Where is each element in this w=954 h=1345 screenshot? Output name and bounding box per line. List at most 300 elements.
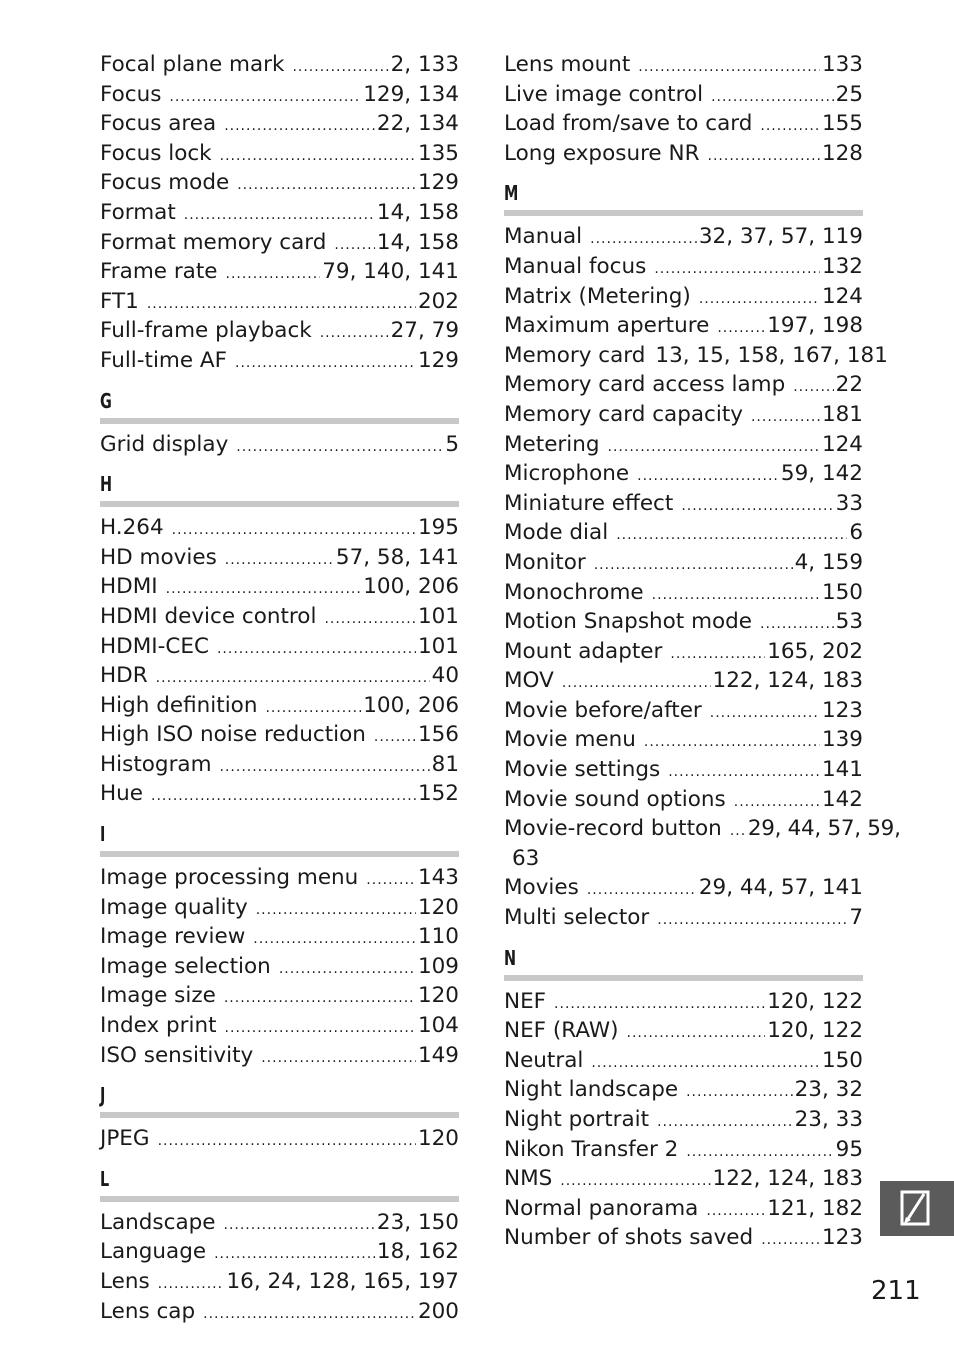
index-entry — [504, 489, 863, 519]
entry-term: Miniature effect — [504, 490, 674, 516]
dot-leader — [366, 866, 416, 896]
entry-pages: 133 — [821, 52, 863, 77]
index-entry — [504, 311, 863, 341]
dot-leader — [253, 925, 416, 955]
entry-term: Grid display — [100, 431, 229, 457]
index-entry — [100, 1297, 459, 1327]
entry-pages: 40 — [431, 663, 459, 689]
section-letter: M — [504, 181, 519, 206]
entry-pages: 149 — [417, 1042, 459, 1068]
dot-leader — [591, 1049, 820, 1079]
entry-pages: 150 — [821, 579, 863, 605]
dot-leader — [292, 53, 388, 83]
index-entry — [504, 109, 863, 139]
entry-term: Landscape — [100, 1209, 216, 1235]
index-section-n — [504, 945, 863, 1253]
dot-leader — [226, 260, 321, 290]
entry-pages: 120 — [417, 983, 459, 1009]
index-entry — [100, 50, 459, 80]
dot-leader — [654, 255, 820, 285]
index-entry — [100, 287, 459, 317]
index-entry — [100, 981, 459, 1011]
entry-term: Focus lock — [100, 140, 212, 166]
entry-term: Motion Snapshot mode — [504, 609, 753, 635]
index-entry — [100, 602, 459, 632]
index-entry — [100, 922, 459, 952]
entry-pages: 120 — [417, 1126, 459, 1152]
entry-pages: 59, 142 — [780, 461, 863, 487]
index-entry — [100, 1011, 459, 1041]
entry-pages: 5 — [445, 431, 459, 457]
dot-leader — [699, 285, 820, 315]
dot-leader — [760, 112, 820, 142]
dot-leader — [374, 723, 416, 753]
dot-leader — [225, 546, 334, 576]
section-letter: H — [100, 472, 113, 497]
index-entry — [504, 282, 863, 312]
entry-pages: 123 — [821, 697, 863, 723]
entry-pages: 100, 206 — [363, 574, 459, 600]
entry-pages: 200 — [417, 1298, 459, 1324]
entry-term: Number of shots saved — [504, 1225, 754, 1251]
entry-pages: 129 — [417, 170, 459, 196]
dot-leader — [279, 955, 416, 985]
entry-term: Normal panorama — [504, 1195, 699, 1221]
index-entry — [504, 341, 888, 371]
entry-term: Monitor — [504, 549, 586, 575]
index-entry — [504, 1105, 863, 1135]
entry-term: Monochrome — [504, 579, 644, 605]
index-entry — [100, 257, 459, 287]
entry-term: Movie settings — [504, 757, 661, 783]
dot-leader — [751, 403, 820, 433]
dot-leader — [224, 1211, 375, 1241]
entry-term: Focus area — [100, 111, 217, 137]
dot-leader — [730, 817, 744, 847]
dot-leader — [156, 664, 430, 694]
section-divider — [504, 975, 863, 981]
index-entry — [504, 755, 863, 785]
entry-term: Live image control — [504, 81, 704, 107]
index-entry — [100, 1267, 459, 1297]
entry-pages: 29, 44, 57, 59, — [747, 816, 901, 842]
dot-leader — [334, 231, 375, 261]
entry-term: NEF (RAW) — [504, 1018, 619, 1044]
index-section-l — [100, 1166, 459, 1326]
entry-pages: 33 — [835, 490, 863, 516]
entry-pages: 197, 198 — [767, 313, 863, 339]
section-letter: I — [100, 822, 106, 847]
dot-leader — [686, 1078, 793, 1108]
entry-pages: 23, 32 — [794, 1077, 863, 1103]
index-entry — [100, 632, 459, 662]
dot-leader — [166, 575, 362, 605]
dot-leader — [158, 1270, 225, 1300]
index-entry — [504, 785, 863, 815]
entry-term: Night portrait — [504, 1107, 650, 1132]
index-entry — [504, 1075, 863, 1105]
index-entry — [504, 400, 863, 430]
pencil-notes-icon — [880, 1181, 954, 1236]
entry-term: Language — [100, 1239, 207, 1265]
index-entry — [100, 80, 459, 110]
index-entry — [504, 1135, 863, 1165]
entry-pages: 120, 122 — [767, 988, 863, 1014]
section-letter: N — [504, 945, 517, 970]
index-entry — [100, 1208, 459, 1238]
entry-pages: 16, 24, 128, 165, 197 — [226, 1269, 459, 1294]
entry-term: Movie menu — [504, 727, 636, 753]
entry-term: HDR — [100, 663, 148, 689]
index-entry — [100, 430, 459, 460]
entry-pages: 101 — [417, 633, 459, 659]
dot-leader — [217, 635, 416, 665]
entry-term: ISO sensitivity — [100, 1042, 254, 1068]
dot-leader — [652, 581, 820, 611]
entry-pages: 124 — [821, 283, 863, 309]
dot-leader — [324, 605, 416, 635]
entry-pages: 165, 202 — [767, 638, 863, 664]
entry-term: Format — [100, 199, 176, 225]
entry-term: Movie-record button — [504, 816, 722, 842]
entry-pages: 100, 206 — [363, 692, 459, 718]
dot-leader — [608, 433, 820, 463]
index-entry — [504, 222, 863, 252]
index-entry — [504, 518, 863, 548]
index-entry — [504, 1016, 863, 1046]
entry-term: Full-time AF — [100, 347, 228, 373]
entry-term: Hue — [100, 781, 144, 807]
dot-leader — [169, 83, 361, 113]
section-divider — [100, 418, 459, 424]
dot-leader — [261, 1044, 416, 1074]
entry-pages: 6 — [849, 520, 863, 546]
entry-pages: 155 — [821, 111, 863, 137]
index-entry — [100, 1041, 459, 1071]
entry-term: High ISO noise reduction — [100, 722, 366, 748]
dot-leader — [644, 728, 820, 758]
index-entry — [504, 696, 863, 726]
entry-term: Image review — [100, 924, 246, 950]
page-number: 211 — [871, 1276, 921, 1306]
dot-leader — [147, 290, 416, 320]
entry-term: Memory card — [504, 342, 646, 368]
entry-term: Focal plane mark — [100, 52, 285, 77]
entry-pages: 142 — [821, 786, 863, 812]
index-entry — [504, 430, 863, 460]
section-tab-marker — [880, 1181, 954, 1236]
entry-term: Frame rate — [100, 259, 218, 285]
entry-pages: 129, 134 — [363, 81, 459, 107]
entry-pages: 109 — [417, 953, 459, 979]
dot-leader — [637, 462, 779, 492]
index-entry — [504, 666, 863, 696]
index-entry — [100, 863, 459, 893]
section-divider — [100, 501, 459, 507]
dot-leader — [760, 610, 834, 640]
dot-leader — [560, 1167, 710, 1197]
dot-leader — [717, 314, 765, 344]
entry-pages: 25 — [835, 81, 863, 107]
index-entry — [100, 346, 459, 376]
entry-term: Movies — [504, 875, 579, 901]
dot-leader — [708, 142, 820, 172]
entry-pages: 122, 124, 183 — [712, 668, 863, 694]
section-letter: G — [100, 388, 112, 413]
entry-pages: 120, 122 — [767, 1018, 863, 1044]
dot-leader — [734, 788, 820, 818]
dot-leader — [594, 551, 793, 581]
entry-term: Neutral — [504, 1047, 584, 1073]
entry-pages: 2, 133 — [390, 52, 459, 77]
index-entry — [100, 720, 459, 750]
entry-term: Manual — [504, 224, 583, 250]
entry-pages: 150 — [821, 1047, 863, 1073]
entry-pages: 101 — [417, 603, 459, 629]
entry-pages: 23, 150 — [376, 1209, 459, 1235]
entry-pages: 22 — [835, 372, 863, 398]
section-letter: L — [100, 1166, 110, 1191]
entry-term: HDMI — [100, 574, 158, 600]
entry-pages: 122, 124, 183 — [712, 1166, 863, 1192]
index-entry — [100, 572, 459, 602]
dot-leader — [265, 694, 361, 724]
entry-term: NMS — [504, 1166, 553, 1192]
entry-term: Image processing menu — [100, 865, 359, 891]
index-entry — [504, 725, 863, 755]
index-entry — [504, 814, 901, 844]
index-entry — [504, 252, 863, 282]
entry-pages: 110 — [417, 924, 459, 950]
entry-term: Lens — [100, 1269, 150, 1294]
entry-term: Lens cap — [100, 1298, 196, 1324]
entry-pages: 95 — [835, 1136, 863, 1162]
entry-pages: 7 — [849, 905, 863, 931]
index-entry — [100, 543, 459, 573]
index-entry — [100, 952, 459, 982]
entry-term: Lens mount — [504, 52, 631, 77]
entry-term: Format memory card — [100, 229, 327, 255]
index-column-left — [100, 50, 459, 1326]
entry-pages: 124 — [821, 431, 863, 457]
entry-pages: 22, 134 — [376, 111, 459, 137]
dot-leader — [214, 1240, 375, 1270]
dot-leader — [657, 906, 847, 936]
section-letter: J — [100, 1083, 106, 1108]
index-entry — [504, 1223, 863, 1253]
index-section-continued — [504, 50, 863, 168]
entry-term: Index print — [100, 1013, 217, 1039]
index-entry — [100, 779, 459, 809]
index-entry — [504, 1194, 863, 1224]
index-section-m — [504, 180, 901, 932]
entry-term: Metering — [504, 431, 600, 457]
entry-term: MOV — [504, 668, 554, 694]
index-entry — [100, 168, 459, 198]
entry-pages: 128 — [821, 140, 863, 166]
entry-pages: 81 — [431, 751, 459, 777]
entry-pages: 13, 15, 158, 167, 181 — [655, 342, 888, 368]
dot-leader — [220, 142, 416, 172]
entry-term: Histogram — [100, 751, 212, 777]
index-entry — [504, 80, 863, 110]
section-divider — [100, 1196, 459, 1202]
entry-pages: 195 — [417, 515, 459, 541]
entry-pages: 129 — [417, 347, 459, 373]
index-section-h — [100, 471, 459, 809]
entry-pages: 23, 33 — [794, 1107, 863, 1132]
dot-leader — [590, 225, 697, 255]
entry-term: H.264 — [100, 515, 164, 541]
dot-leader — [172, 516, 416, 546]
entry-pages: 18, 162 — [376, 1239, 459, 1265]
entry-term: Movie before/after — [504, 697, 702, 723]
dot-leader — [710, 699, 820, 729]
dot-leader — [220, 753, 430, 783]
entry-term: High definition — [100, 692, 258, 718]
index-entry — [504, 607, 863, 637]
index-section-continued — [100, 50, 459, 376]
entry-term: Image quality — [100, 894, 248, 920]
index-entry — [504, 903, 863, 933]
section-divider — [100, 851, 459, 857]
entry-term: Image selection — [100, 953, 271, 979]
entry-pages: 32, 37, 57, 119 — [698, 224, 863, 250]
entry-pages: 4, 159 — [794, 549, 863, 575]
entry-term: Long exposure NR — [504, 140, 700, 166]
entry-pages: 104 — [417, 1013, 459, 1039]
index-entry — [504, 459, 863, 489]
index-entry — [504, 637, 863, 667]
section-divider — [100, 1112, 459, 1118]
entry-term: Full-frame playback — [100, 318, 312, 344]
entry-pages: 53 — [835, 609, 863, 635]
dot-leader — [668, 758, 820, 788]
dot-leader — [616, 521, 847, 551]
entry-term: JPEG — [100, 1126, 150, 1152]
entry-pages: 141 — [821, 757, 863, 783]
entry-pages: 29, 44, 57, 141 — [698, 875, 863, 901]
dot-leader — [224, 112, 375, 142]
dot-leader — [670, 640, 765, 670]
index-entry — [100, 750, 459, 780]
entry-pages: 14, 158 — [376, 229, 459, 255]
dot-leader — [657, 1108, 793, 1138]
dot-leader — [686, 1138, 833, 1168]
index-entry — [100, 893, 459, 923]
index-entry — [504, 578, 863, 608]
dot-leader — [256, 896, 416, 926]
entry-term: Maximum aperture — [504, 313, 710, 339]
entry-term: FT1 — [100, 288, 139, 314]
entry-term: Focus mode — [100, 170, 230, 196]
dot-leader — [236, 433, 443, 463]
entry-term: Movie sound options — [504, 786, 726, 812]
entry-pages: 202 — [417, 288, 459, 314]
entry-pages: 156 — [417, 722, 459, 748]
dot-leader — [681, 492, 833, 522]
dot-leader — [554, 990, 765, 1020]
entry-pages: 139 — [821, 727, 863, 753]
index-entry — [100, 139, 459, 169]
dot-leader — [320, 319, 389, 349]
dot-leader — [235, 349, 416, 379]
entry-term: HDMI-CEC — [100, 633, 209, 659]
dot-leader — [562, 669, 711, 699]
entry-pages: 120 — [417, 894, 459, 920]
entry-pages: 27, 79 — [390, 318, 459, 344]
entry-pages: 181 — [821, 401, 863, 427]
index-entry — [100, 691, 459, 721]
entry-pages: 143 — [417, 865, 459, 891]
entry-term: Load from/save to card — [504, 111, 753, 137]
index-section-j — [100, 1082, 459, 1154]
index-entry — [504, 548, 863, 578]
dot-leader — [706, 1197, 765, 1227]
index-entry — [504, 873, 863, 903]
entry-term: Memory card access lamp — [504, 372, 786, 398]
index-column-right — [504, 50, 901, 1253]
entry-term: Multi selector — [504, 905, 650, 931]
entry-term: Mode dial — [504, 520, 609, 546]
dot-leader — [225, 1014, 416, 1044]
index-section-g — [100, 388, 459, 460]
entry-term: Manual focus — [504, 253, 647, 279]
entry-term: Night landscape — [504, 1077, 679, 1103]
index-entry — [504, 1164, 863, 1194]
index-entry — [100, 228, 459, 258]
entry-term: Focus — [100, 81, 162, 107]
dot-leader — [203, 1300, 416, 1330]
entry-pages: 14, 158 — [376, 199, 459, 225]
entry-pages: 132 — [821, 253, 863, 279]
dot-leader — [224, 984, 416, 1014]
entry-term: Image size — [100, 983, 216, 1009]
entry-term: NEF — [504, 988, 547, 1014]
dot-leader — [237, 171, 416, 201]
index-entry — [100, 1237, 459, 1267]
entry-pages: 57, 58, 141 — [335, 544, 459, 570]
section-divider — [504, 210, 863, 216]
entry-pages: 123 — [821, 1225, 863, 1251]
index-entry — [100, 513, 459, 543]
index-entry — [100, 198, 459, 228]
dot-leader — [761, 1226, 820, 1256]
entry-term: Memory card capacity — [504, 401, 743, 427]
index-entry — [100, 661, 459, 691]
dot-leader — [793, 373, 833, 403]
entry-term: Nikon Transfer 2 — [504, 1136, 679, 1162]
entry-term: HD movies — [100, 544, 217, 570]
index-entry — [504, 1046, 863, 1076]
dot-leader — [587, 876, 697, 906]
index-entry — [504, 139, 863, 169]
dot-leader — [627, 1019, 766, 1049]
entry-term: Matrix (Metering) — [504, 283, 691, 309]
entry-term: Mount adapter — [504, 638, 663, 664]
dot-leader — [158, 1127, 416, 1157]
index-entry — [504, 370, 863, 400]
entry-term: Microphone — [504, 461, 630, 487]
dot-leader — [638, 53, 820, 83]
entry-pages-continuation: 63 — [512, 845, 540, 871]
index-entry — [100, 316, 459, 346]
index-entry — [504, 987, 863, 1017]
index-entry — [504, 50, 863, 80]
entry-term: HDMI device control — [100, 603, 317, 629]
index-section-i — [100, 821, 459, 1070]
dot-leader — [184, 201, 375, 231]
